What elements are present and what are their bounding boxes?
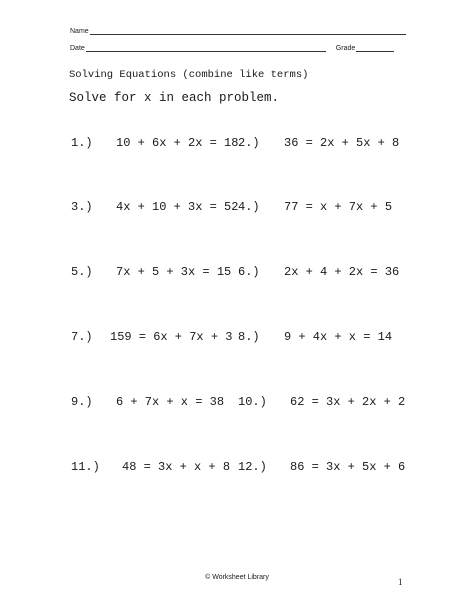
date-grade-field-row <box>70 44 394 52</box>
problem-number: 9.) <box>71 395 93 409</box>
problem-equation: 77 = x + 7x + 5 <box>284 200 393 214</box>
grade-label: Grade <box>335 45 356 52</box>
problem-equation: 86 = 3x + 5x + 6 <box>290 460 406 474</box>
problem-equation: 62 = 3x + 2x + 2 <box>290 395 406 409</box>
problem-number: 3.) <box>71 200 93 214</box>
problem-equation: 9 + 4x + x = 14 <box>284 330 393 344</box>
problem-row <box>0 265 474 281</box>
problem-equation: 36 = 2x + 5x + 8 <box>284 136 400 150</box>
problem-equation: 6 + 7x + x = 38 <box>116 395 225 409</box>
problem-number: 5.) <box>71 265 93 279</box>
problem-equation: 2x + 4 + 2x = 36 <box>284 265 400 279</box>
problem-equation: 159 = 6x + 7x + 3 <box>110 330 233 344</box>
problem-number: 11.) <box>71 460 100 474</box>
copyright-footer: © Worksheet Library <box>205 574 269 581</box>
name-field-row <box>70 27 406 35</box>
name-input-line[interactable] <box>90 27 406 35</box>
page-number: 1 <box>398 577 403 587</box>
date-input-line[interactable] <box>86 44 326 52</box>
name-label: Name <box>70 28 89 35</box>
problem-row <box>0 136 474 152</box>
problem-equation: 4x + 10 + 3x = 52 <box>116 200 239 214</box>
problem-number: 10.) <box>238 395 267 409</box>
grade-input-line[interactable] <box>356 44 394 52</box>
date-label: Date <box>70 45 85 52</box>
problem-row <box>0 460 474 476</box>
problem-number: 4.) <box>238 200 260 214</box>
problem-row <box>0 200 474 216</box>
problem-number: 7.) <box>71 330 93 344</box>
problem-number: 1.) <box>71 136 93 150</box>
problem-row <box>0 330 474 346</box>
problem-row <box>0 395 474 411</box>
problem-number: 2.) <box>238 136 260 150</box>
problem-number: 6.) <box>238 265 260 279</box>
problem-equation: 10 + 6x + 2x = 18 <box>116 136 239 150</box>
problem-number: 8.) <box>238 330 260 344</box>
problem-equation: 48 = 3x + x + 8 <box>122 460 231 474</box>
problem-number: 12.) <box>238 460 267 474</box>
worksheet-instructions: Solve for x in each problem. <box>69 91 280 105</box>
worksheet-title: Solving Equations (combine like terms) <box>69 69 309 81</box>
problem-equation: 7x + 5 + 3x = 15 <box>116 265 232 279</box>
